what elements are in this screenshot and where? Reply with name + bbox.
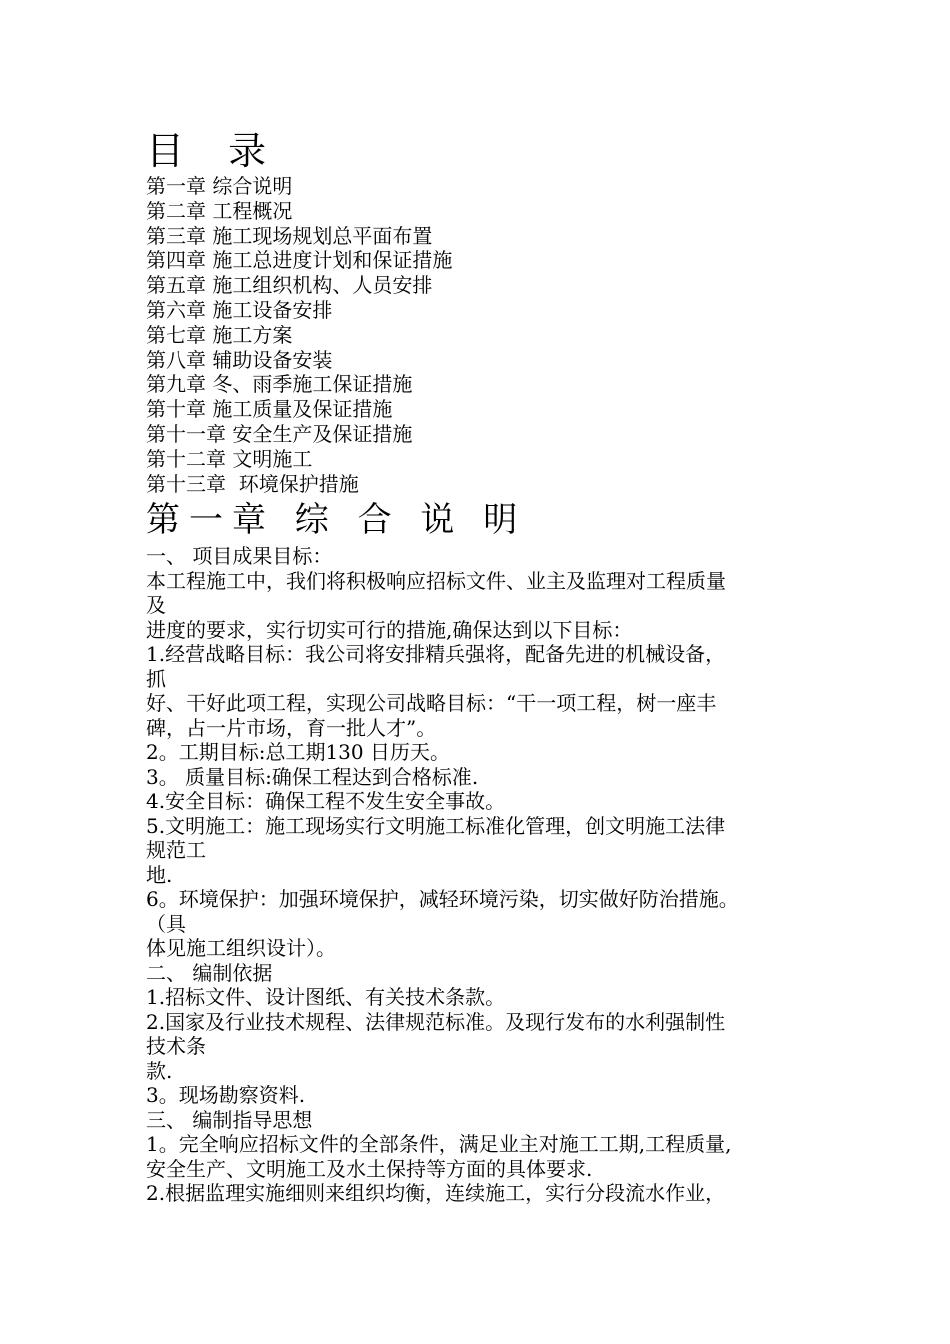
body-line: 1.经营战略目标：我公司将安排精兵强将，配备先进的机械设备， [146, 642, 726, 667]
toc-item: 第五章 施工组织机构、人员安排 [146, 273, 433, 298]
toc-item: 第十章 施工质量及保证措施 [146, 397, 393, 422]
body-line: 地. [146, 862, 173, 887]
body-line: 规范工 [146, 838, 206, 863]
body-line: （具 [146, 911, 186, 936]
document-page [146, 128, 806, 1206]
body-line: 5.文明施工：施工现场实行文明施工标准化管理，创文明施工法律 [146, 813, 726, 838]
toc-item: 第三章 施工现场规划总平面布置 [146, 223, 433, 248]
toc-item: 第七章 施工方案 [146, 322, 293, 347]
body-line: 3。现场勘察资料. [146, 1083, 306, 1108]
toc-item: 第八章 辅助设备安装 [146, 347, 333, 372]
body-line: 体见施工组织设计）。 [146, 936, 336, 961]
body-line: 2.国家及行业技术规程、法律规范标准。及现行发布的水利强制性 [146, 1009, 726, 1034]
body-line: 款. [146, 1058, 173, 1083]
toc-list [146, 174, 806, 496]
toc-item: 第二章 工程概况 [146, 198, 293, 223]
body-line: 进度的要求，实行切实可行的措施,确保达到以下目标： [146, 617, 633, 642]
body-line: 3。 质量目标:确保工程达到合格标准. [146, 764, 479, 789]
body-line: 技术条 [146, 1034, 206, 1059]
toc-title: 目 录 [146, 129, 283, 173]
toc-item: 第十一章 安全生产及保证措施 [146, 421, 413, 446]
toc-item: 第四章 施工总进度计划和保证措施 [146, 248, 453, 273]
toc-item: 第一章 综合说明 [146, 174, 293, 198]
body-line: 1。完全响应招标文件的全部条件，满足业主对施工工期,工程质量, [146, 1132, 732, 1157]
chapter-body [146, 544, 806, 1206]
chapter-title: 第一章 综 合 说 明 [146, 500, 527, 541]
toc-item: 第六章 施工设备安排 [146, 297, 333, 322]
body-line: 1.招标文件、设计图纸、有关技术条款。 [146, 985, 506, 1010]
body-line: 好、干好此项工程，实现公司战略目标：“干一项工程，树一座丰 [146, 691, 717, 716]
body-line: 2。工期目标:总工期130 日历天。 [146, 740, 450, 765]
section-heading: 一、 项目成果目标： [146, 544, 333, 569]
section-heading: 三、 编制指导思想 [146, 1107, 313, 1132]
body-line: 及 [146, 593, 166, 618]
section-heading: 二、 编制依据 [146, 960, 273, 985]
body-line: 4.安全目标：确保工程不发生安全事故。 [146, 789, 506, 814]
toc-item: 第十三章 环境保护措施 [146, 471, 359, 496]
body-line: 2.根据监理实施细则来组织均衡，连续施工，实行分段流水作业， [146, 1181, 726, 1206]
body-line: 碑，占一片市场，育一批人才”。 [146, 715, 437, 740]
body-line: 本工程施工中，我们将积极响应招标文件、业主及监理对工程质量 [146, 568, 726, 593]
body-line: 抓 [146, 666, 166, 691]
body-line: 安全生产、文明施工及水土保持等方面的具体要求. [146, 1156, 593, 1181]
body-line: 6。环境保护：加强环境保护，减轻环境污染，切实做好防治措施。 [146, 887, 739, 912]
toc-item: 第十二章 文明施工 [146, 446, 313, 471]
toc-item: 第九章 冬、雨季施工保证措施 [146, 372, 413, 397]
